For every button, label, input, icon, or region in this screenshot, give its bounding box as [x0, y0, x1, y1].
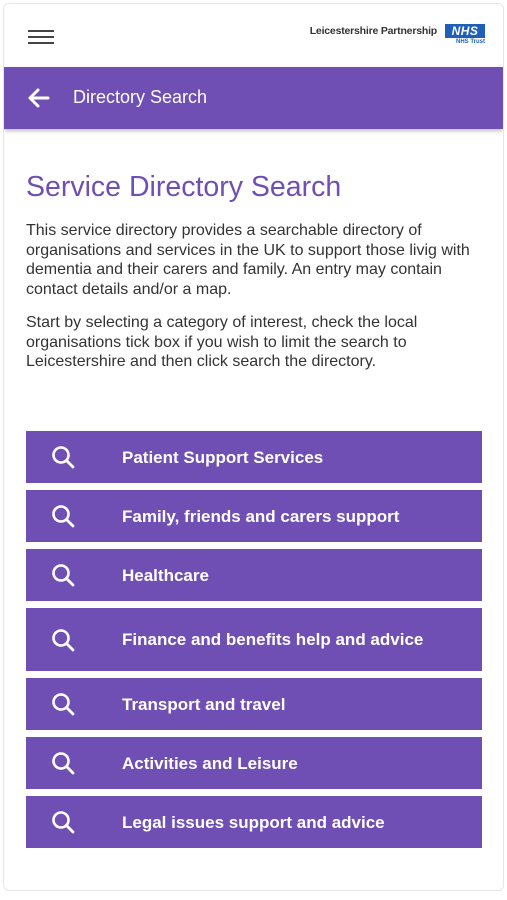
back-button[interactable]: [26, 85, 56, 111]
top-bar: [4, 4, 503, 66]
header-bar: [4, 67, 503, 129]
category-label: Family, friends and carers support: [122, 506, 400, 526]
app-frame: [3, 3, 504, 891]
search-icon: [50, 444, 76, 470]
category-list: [26, 431, 482, 855]
search-icon: [50, 809, 76, 835]
intro-text: This service directory provides a searchable directory of organisations and services in the UK to support those livig with dementia and their carers and family. An entry may contain contact details and/or a map.: [26, 222, 470, 298]
category-label: Activities and Leisure: [122, 753, 298, 773]
category-button-finance-benefits[interactable]: [26, 608, 482, 671]
main-content: [26, 129, 484, 372]
category-label: Finance and benefits help and advice: [122, 630, 424, 649]
arrow-left-icon: [26, 98, 52, 115]
nhs-badge: NHS: [445, 24, 485, 38]
trust-logo: [285, 22, 485, 48]
search-icon: [50, 503, 76, 529]
search-icon: [50, 750, 76, 776]
category-button-patient-support[interactable]: [26, 431, 482, 483]
category-button-legal-issues[interactable]: [26, 796, 482, 848]
category-button-family-carers[interactable]: [26, 490, 482, 542]
hamburger-menu-icon[interactable]: [28, 28, 54, 46]
category-label: Transport and travel: [122, 694, 286, 714]
page-title: Service Directory Search: [26, 171, 342, 203]
category-label: Patient Support Services: [122, 447, 324, 467]
category-label: Legal issues support and advice: [122, 812, 385, 832]
category-button-activities-leisure[interactable]: [26, 737, 482, 789]
logo-subtitle: NHS Trust: [455, 39, 485, 45]
search-icon: [50, 627, 76, 653]
logo-text: Leicestershire Partnership: [309, 25, 437, 37]
search-icon: [50, 562, 76, 588]
search-icon: [50, 691, 76, 717]
instructions-text: Start by selecting a category of interest, check the local organisations tick box if you wish to limit the search to Leicestershire and then click search the directory.: [26, 314, 418, 370]
category-label: Healthcare: [122, 565, 209, 585]
category-button-healthcare[interactable]: [26, 549, 482, 601]
category-button-transport-travel[interactable]: [26, 678, 482, 730]
header-title: Directory Search: [73, 87, 208, 107]
